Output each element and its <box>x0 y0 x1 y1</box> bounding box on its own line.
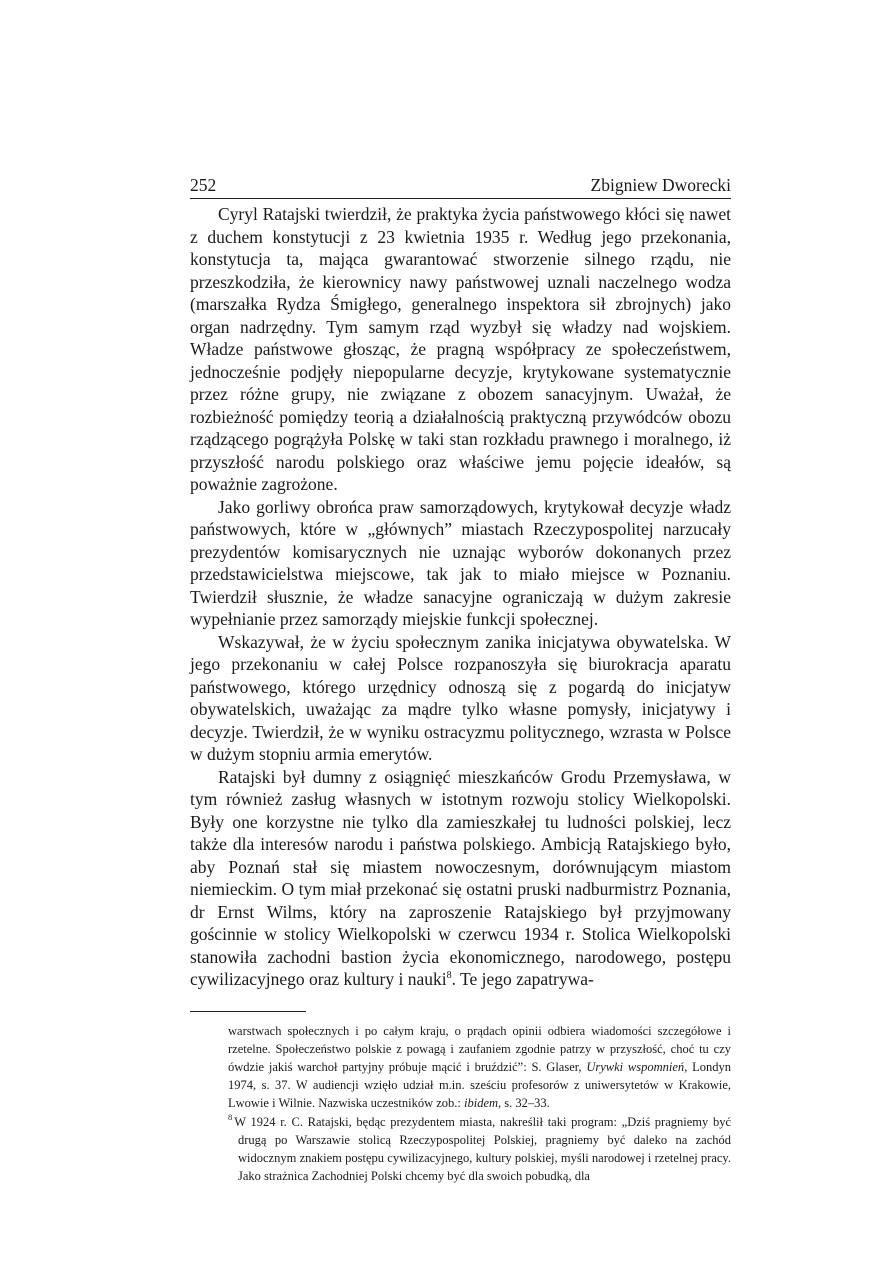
footnote-text: warstwach społecznych i po całym kraju, o prądach opinii odbiera wiadomości szczegółowe i rzetelne. Społeczeństwo polskie z powagą i zaufaniem zgodnie patrzy w przyszłość, choć tu czy ówdzie jakiś warchoł partyjny próbuje mącić i bruździć”: S. Glaser, <box>228 1023 731 1074</box>
footnote-number: 8 <box>228 1112 233 1123</box>
footnote-text: , s. 32–33. <box>498 1096 550 1111</box>
footnote-ibidem: ibidem <box>464 1096 499 1111</box>
page-number: 252 <box>190 175 217 195</box>
running-author: Zbigniew Dworecki <box>590 175 731 195</box>
paragraph-last <box>190 766 731 991</box>
footnote-text: W 1924 r. C. Ratajski, będąc prezydentem miasta, nakreślił taki program: „Dziś pragniemy być drugą po Warszawie stolicą Rzeczypospolitej Polskiej, pragniemy być daleko na zachód widocznym znakiem postępu cywilizacyjnego, kultury polskiej, myśli narodowej i rzetelnej pracy. Jako strażnica Zachodniej Polski chcemy być dla swoich pobudką, dla <box>234 1114 731 1184</box>
footnote-book-title: Urywki wspomnień <box>586 1059 685 1074</box>
footnote-continued <box>228 1022 731 1113</box>
footnote-8 <box>228 1113 731 1186</box>
footnote-text: , Londyn 1974, s. 37. W audiencji wzięło udział m.in. sześciu profesorów z uniwersytetów w Krakowie, Lwowie i Wilnie. Nazwiska uczestników zob.: <box>228 1059 731 1111</box>
paragraph-text: Ratajski był dumny z osiągnięć mieszkańców Grodu Przemysława, w tym również zasług własnych w istotnym rozwoju stolicy Wielkopolski. Były one korzystne nie tylko dla zamieszkałej tu ludności polskiej, lecz także dla interesów narodu i państwa polskiego. Ambicją Ratajskiego było, aby Poznań stał się miastem nowoczesnym, dorównującym miastom niemieckim. O tym miał przekonać się ostatni pruski nadburmistrz Poznania, dr Ernst Wilms, który na zaproszenie Ratajskiego był przyjmowany gościnnie w stolicy Wielkopolski w czerwcu 1934 r. Stolica Wielkopolski stanowiła zachodni bastion życia ekonomicznego, narodowego, postępu cywilizacyjnego oraz kultury i nauki <box>190 766 731 989</box>
paragraph: Wskazywał, że w życiu społecznym zanika inicjatywa obywatelska. W jego przekonaniu w całej Polsce rozpanoszyła się biurokracja aparatu państwowego, którego urzędnicy odnoszą się z pogardą do inicjatyw obywatelskich, uważając za mądre tylko własne pomysły, inicjatywy i decyzje. Twierdził, że w wyniku ostracyzmu politycznego, wzrasta w Polsce w dużym stopniu armia emerytów. <box>190 631 731 764</box>
paragraph: Cyryl Ratajski twierdził, że praktyka życia państwowego kłóci się nawet z duchem konstytucji z 23 kwietnia 1935 r. Według jego przekonania, konstytucja ta, mająca gwarantować stworzenie silnego rządu, nie przeszkodziła, że kierownicy nawy państwowej uznali naczelnego wodza (marszałka Rydza Śmigłego, generalnego inspektora sił zbrojnych) jako organ nadrzędny. Tym samym rząd wyzbył się władzy nad wojskiem. Władze państwowe głosząc, że pragną współpracy ze społeczeństwem, jednocześnie podjęły niepopularne decyzje, krytykowane systematycznie przez różne grupy, nie związane z obozem sanacyjnym. Uważał, że rozbieżność pomiędzy teorią a działalnością praktyczną przywódców obozu rządzącego pogrążyła Polskę w taki stan rozkładu prawnego i moralnego, iż przyszłość narodu polskiego oraz właściwe jemu pojęcie ideałów, są poważnie zagrożone. <box>190 204 731 494</box>
running-header <box>190 174 731 199</box>
footnote-reference[interactable]: 8 <box>446 970 452 982</box>
paragraph: Jako gorliwy obrońca praw samorządowych, krytykował decyzje władz państwowych, które w „głównych” miastach Rzeczypospolitej narzucały prezydentów komisarycznych nie uznając wyborów dokonanych przez przedstawicielstwa miejscowe, tak jak to miało miejsce w Poznaniu. Twierdził słusznie, że władze sanacyjne ograniczają w dużym zakresie wypełnianie przez samorządy miejskie funkcji społecznej. <box>190 496 731 629</box>
paragraph-text-end: . Te jego zapatrywa- <box>451 969 594 989</box>
footnote-separator <box>190 1011 306 1012</box>
book-page <box>190 174 731 1185</box>
footnotes <box>190 1022 731 1186</box>
body-text <box>190 203 731 991</box>
